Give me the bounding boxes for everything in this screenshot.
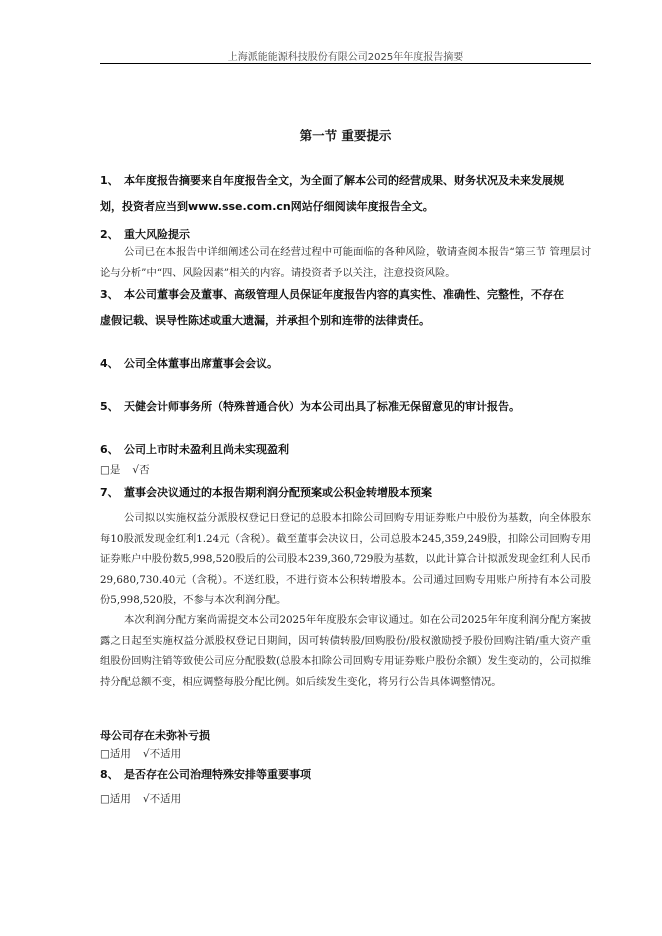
page-header: 上海派能能源科技股份有限公司2025年年度报告摘要 (227, 52, 464, 63)
item-8 (100, 763, 591, 787)
item-4-text: 公司全体董事出席董事会会议。 (124, 357, 278, 370)
uncovered-loss-option-applicable: □适用 (100, 748, 131, 760)
item-8-option-applicable: □适用 (100, 793, 131, 805)
item-6-option-yes: □是 (100, 464, 121, 476)
item-1-text-line1: 本年度报告摘要来自年度报告全文，为全面了解本公司的经营成果、财务状况及未来发展规 (124, 174, 564, 187)
item-3-text-line1: 本公司董事会及董事、高级管理人员保证年度报告内容的真实性、准确性、完整性，不存在 (124, 288, 564, 301)
uncovered-loss-text: 母公司存在未弥补亏损 (100, 729, 210, 742)
item-3-text-line2: 虚假记载、误导性陈述或重大遗漏，并承担个别和连带的法律责任。 (100, 314, 430, 327)
item-6-number: 6、 (100, 443, 119, 456)
uncovered-loss-option-not-applicable: √不适用 (142, 748, 182, 760)
item-8-option-not-applicable: √不适用 (142, 793, 182, 805)
item-6-option-no: √否 (132, 464, 150, 476)
item-2-text: 重大风险提示 (124, 228, 190, 241)
item-6 (100, 437, 591, 463)
section-title: 第一节 重要提示 (299, 128, 392, 143)
uncovered-loss-checkbox-row (100, 746, 591, 762)
item-3 (100, 282, 591, 334)
item-7 (100, 480, 591, 506)
item-8-checkbox-row (100, 791, 591, 807)
profit-distribution-paragraph-2: 本次利润分配方案尚需提交本公司2025年年度股东会审议通过。如在公司2025年年度利润分配方案披露之日起至实施权益分派股权登记日期间，因可转债转股/回购股份/股权激励授予股份回购注销/重大资产重组股份回购注销等致使公司应分配股数(总股本扣除公司回购专用证券账户股份余额）发生变动的，公司拟维持分配总额不变，相应调整每股分配比例。如后续发生变化，将另行公告具体调整情况。 (100, 614, 591, 688)
item-5-number: 5、 (100, 400, 119, 413)
item-1 (100, 168, 591, 220)
profit-distribution-paragraph-1: 公司拟以实施权益分派股权登记日登记的总股本扣除公司回购专用证券账户中股份为基数，向全体股东每10股派发现金红利1.24元（含税）。截至董事会决议日，公司总股本245,359,249股，扣除公司回购专用证券账户中股份数5,998,520股后的公司股本239,360,729股为基数，以此计算合计拟派发现金红利人民币29,680,730.40元（含税）。不送红股，不进行资本公积转增股本。公司通过回购专用账户所持有本公司股份5,998,520股，不参与本次利润分配。 (100, 512, 591, 606)
item-8-text: 是否存在公司治理特殊安排等重要事项 (124, 768, 311, 781)
item-1-number: 1、 (100, 174, 119, 187)
item-4-number: 4、 (100, 357, 119, 370)
item-6-text: 公司上市时未盈利且尚未实现盈利 (124, 443, 289, 456)
item-2-number: 2、 (100, 228, 119, 241)
item-6-checkbox-row (100, 462, 591, 478)
item-4 (100, 351, 591, 377)
header-divider (100, 63, 591, 64)
item-5 (100, 394, 591, 420)
risk-paragraph: 公司已在本报告中详细阐述公司在经营过程中可能面临的各种风险，敬请查阅本报告“第三节 管理层讨论与分析”中“四、风险因素”相关的内容。请投资者予以关注，注意投资风险。 (100, 246, 591, 279)
item-1-text-line2: 划，投资者应当到www.sse.com.cn网站仔细阅读年度报告全文。 (100, 200, 434, 213)
uncovered-loss-heading (100, 725, 591, 747)
item-7-number: 7、 (100, 486, 119, 499)
item-7-text: 董事会决议通过的本报告期利润分配预案或公积金转增股本预案 (124, 486, 432, 499)
item-5-text: 天健会计师事务所（特殊普通合伙）为本公司出具了标准无保留意见的审计报告。 (124, 400, 520, 413)
item-3-number: 3、 (100, 288, 119, 301)
item-8-number: 8、 (100, 768, 119, 781)
